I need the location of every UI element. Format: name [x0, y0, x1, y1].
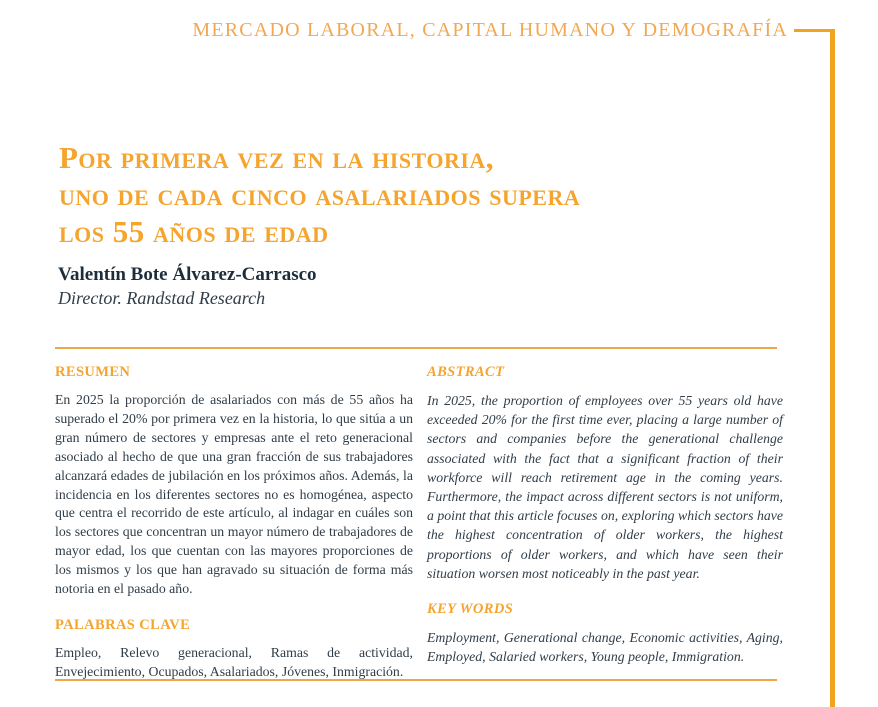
author-affiliation: Director. Randstad Research — [58, 288, 266, 308]
abstract-heading: ABSTRACT — [427, 364, 505, 380]
palabras-clave-body: Empleo, Relevo generacional, Ramas de actividad, Envejecimiento, Ocupados, Asalariados, Jóvenes, Inmigración. — [55, 644, 413, 679]
title-line-3: los 55 años de edad — [59, 214, 329, 249]
article-title — [59, 139, 739, 250]
palabras-clave-heading: PALABRAS CLAVE — [55, 616, 191, 633]
corner-rule-horizontal — [794, 29, 835, 32]
abstract-column — [427, 364, 783, 666]
abstract-body: In 2025, the proportion of employees over 55 years old have exceeded 20% for the first time ever, placing a large number of sectors and companies before the generational challenge associated with the fact that a significant fraction of their workforce will reach retirement age in the coming years. Furthermore, the impact across different sectors is not uniform, a point that this article focuses on, exploring which sectors have the highest concentration of older workers, the highest proportions of older workers, and which have seen their situation worsen most noticeably in the past year. — [427, 393, 783, 581]
resumen-body: En 2025 la proporción de asalariados con más de 55 años ha superado el 20% por primera vez en la historia, lo que sitúa a un gran número de sectores y empresas ante el reto generacional asociado al hecho de que una gran fracción de sus trabajadores alcanzará edades de jubilación en los próximos años. Además, la incidencia en los diferentes sectores no es homogénea, aspecto que centra el recorrido de este artículo, al indagar en cuáles son los sectores que concentran un mayor número de trabajadores de mayor edad, los que cuentan con las mayores proporciones de los mismos y los que han agravado su situación de forma más notoria en el pasado año. — [55, 392, 413, 597]
section-divider-bottom — [55, 679, 777, 681]
author-name: Valentín Bote Álvarez-Carrasco — [58, 264, 317, 285]
resumen-column — [55, 364, 413, 682]
key-words-body: Employment, Generational change, Economic activities, Aging, Employed, Salaried workers, Young people, Immigration. — [427, 630, 783, 665]
key-words-heading: KEY WORDS — [427, 601, 514, 618]
resumen-heading: RESUMEN — [55, 364, 131, 380]
title-line-2: uno de cada cinco asalariados supera — [59, 177, 581, 212]
section-divider-top — [55, 347, 777, 349]
category-header: MERCADO LABORAL, CAPITAL HUMANO Y DEMOGRAFÍA — [192, 19, 788, 41]
corner-rule-vertical — [830, 29, 835, 707]
title-line-1: Por primera vez en la historia, — [59, 140, 495, 175]
